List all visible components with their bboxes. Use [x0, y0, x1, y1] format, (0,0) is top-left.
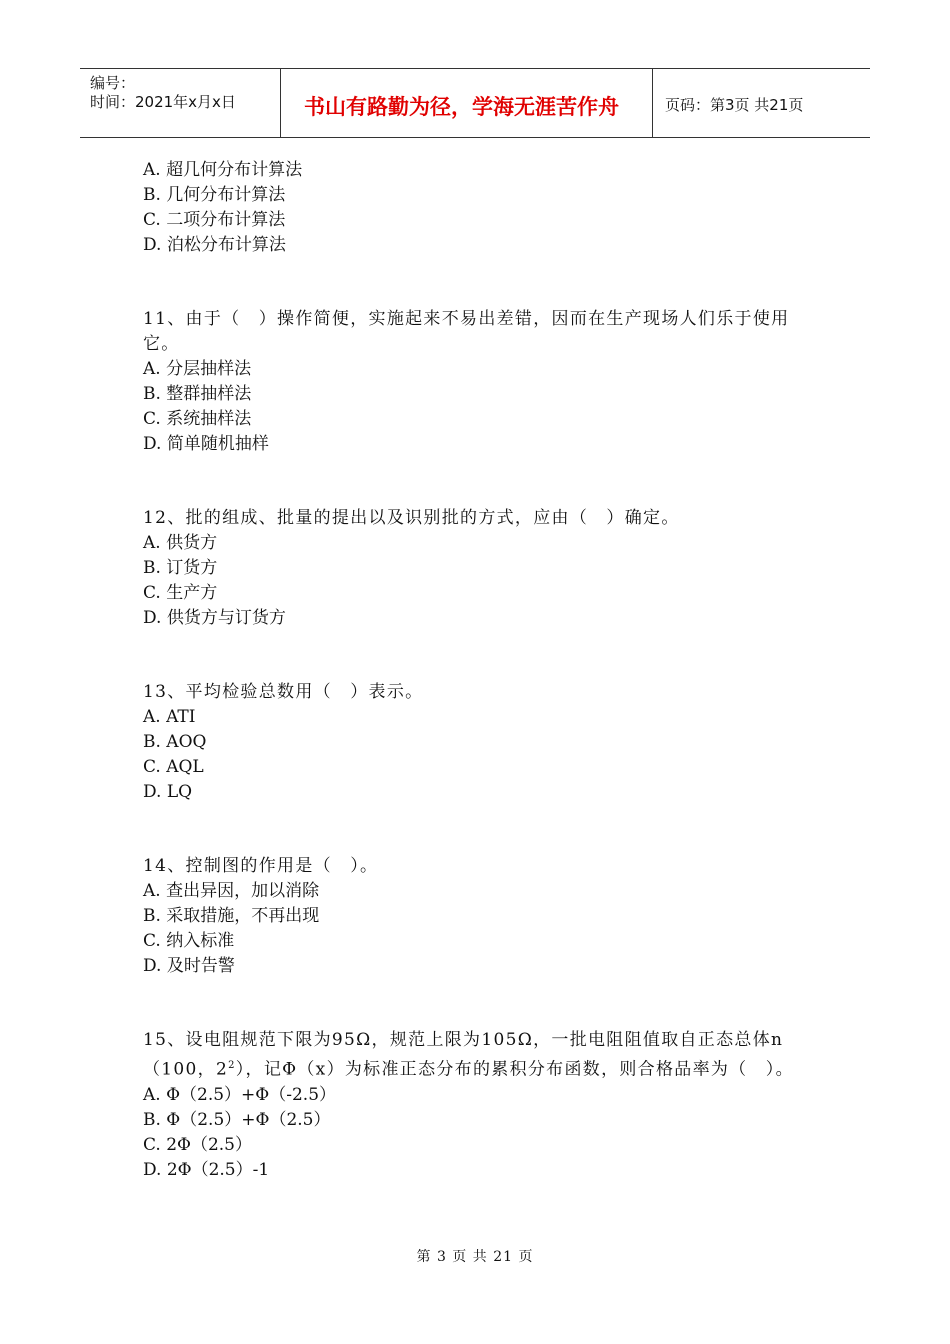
option-a: A. 查出异因，加以消除 — [143, 881, 320, 901]
header-page-cell — [654, 69, 870, 137]
motto: 书山有路勤为径，学海无涯苦作舟 — [304, 95, 619, 119]
question-13 — [143, 680, 823, 805]
option-d: D. 简单随机抽样 — [143, 434, 269, 454]
option-a: A. ATI — [143, 707, 196, 727]
option-d: D. 及时告警 — [143, 956, 235, 976]
page-footer: 第 3 页 共 21 页 — [416, 1249, 534, 1265]
option-c: C. 生产方 — [143, 583, 218, 603]
number-label: 编号： — [90, 74, 136, 92]
question-text-part2: ），记Φ（x）为标准正态分布的累积分布函数，则合格品率为（ ）。 — [235, 1059, 794, 1080]
question-text — [143, 1028, 823, 1083]
option-c: C. 2Φ（2.5） — [143, 1134, 252, 1155]
option-b: B. 采取措施，不再出现 — [143, 906, 320, 926]
question-text: 14、控制图的作用是（ ）。 — [143, 856, 379, 876]
header-meta — [80, 69, 281, 137]
option-a: A. 分层抽样法 — [143, 359, 252, 379]
superscript: 2 — [228, 1060, 236, 1071]
option-d: D. 供货方与订货方 — [143, 608, 286, 628]
option-d: D. 2Φ（2.5）-1 — [143, 1159, 270, 1180]
option-b: B. 整群抽样法 — [143, 384, 252, 404]
option-b: B. 订货方 — [143, 558, 218, 578]
option-a: A. 供货方 — [143, 533, 218, 553]
page-info: 页码：第3页 共21页 — [665, 96, 804, 114]
option-c: C. 纳入标准 — [143, 931, 235, 951]
option-c: C. AQL — [143, 757, 204, 777]
question-15 — [143, 1028, 823, 1183]
question-list — [143, 158, 823, 1183]
question-14 — [143, 854, 823, 979]
option-c: C. 系统抽样法 — [143, 409, 252, 429]
option-d: D. 泊松分布计算法 — [143, 235, 286, 255]
question-text: 11、由于（ ）操作简便，实施起来不易出差错，因而在生产现场人们乐于使用它。 — [143, 309, 790, 354]
question-text-part1: 15、设电阻规范下限为95Ω，规范上限为105Ω，一批电阻阻值取自正态总体n（100，2 — [143, 1030, 784, 1080]
question-11 — [143, 307, 823, 457]
option-c: C. 二项分布计算法 — [143, 210, 286, 230]
option-a: A. 超几何分布计算法 — [143, 160, 303, 180]
question-10-options — [143, 158, 823, 258]
option-b: B. Φ（2.5）+Φ（2.5） — [143, 1109, 331, 1130]
page-header — [80, 68, 870, 138]
question-text: 12、批的组成、批量的提出以及识别批的方式，应由（ ）确定。 — [143, 508, 680, 528]
question-text: 13、平均检验总数用（ ）表示。 — [143, 682, 424, 702]
option-a: A. Φ（2.5）+Φ（-2.5） — [143, 1084, 337, 1105]
option-d: D. LQ — [143, 782, 193, 802]
option-b: B. 几何分布计算法 — [143, 185, 286, 205]
header-motto-cell — [282, 69, 653, 137]
option-b: B. AOQ — [143, 732, 207, 752]
question-12 — [143, 506, 823, 631]
date-label: 时间：2021年x月x日 — [90, 93, 236, 111]
